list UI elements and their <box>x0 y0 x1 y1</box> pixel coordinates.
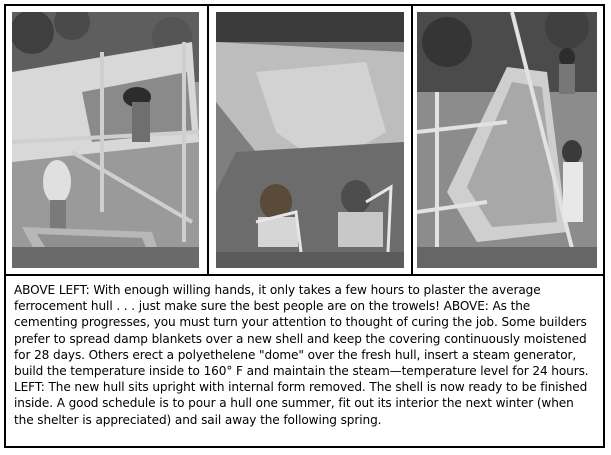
photo-upright-hull <box>417 12 597 268</box>
photo-divider <box>207 6 209 274</box>
photo-divider <box>411 6 413 274</box>
article-figure-frame <box>4 4 605 448</box>
photo-strip <box>6 6 603 276</box>
photo-cured-hull <box>216 12 404 268</box>
photo-caption: ABOVE LEFT: With enough willing hands, it only takes a few hours to plaster the average ferrocement hull . . . just make sure the best people are on the trowels! ABOVE: As the cementing progresses, you must turn your attention to thought of curing the job. Some builders prefer to spread damp blankets over a new shell and keep the covering continuously moistened for 28 days. Others erect a polyethelene "dome" over the fresh hull, insert a steam generator, build the temperature inside to 160° F and maintain the steam—temperature level for 24 hours. LEFT: The new hull sits upright with internal form removed. The shell is now ready to be finished inside. A good schedule is to pour a hull one summer, fit out its interior the next winter (when the shelter is appreciated) and sail away the following spring. <box>14 283 589 427</box>
photo-plastering-hull <box>12 12 199 268</box>
